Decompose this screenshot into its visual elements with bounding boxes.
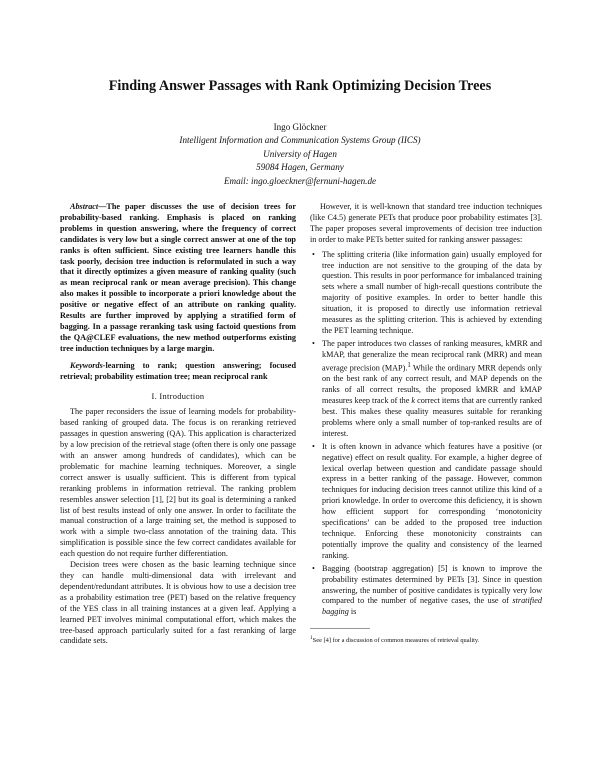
- bullet-1-text: The splitting criteria (like information gain) usually employed for tree induction are not sensitive to the grouping of the data by question. This results in poor performance for imbalanced training sets where a small number of high-recall questions contribute the majority of positive examples. In order to better handle this situation, it is proposed to directly use information retrieval measures as the splitting criterion. This is achieved by extending the PET learning technique.: [322, 249, 542, 335]
- list-item: [310, 339, 542, 440]
- keywords-label: Keywords: [70, 360, 103, 370]
- paper-title: Finding Answer Passages with Rank Optimizing Decision Trees: [108, 78, 492, 94]
- bullet-2-text-b: While the ordinary MRR depends only on the best rank of any correct result, and MAP depends on the ranks of all correct results, the proposed kMRR and kMAP measures keep track of the: [322, 363, 542, 406]
- list-item: [310, 564, 542, 619]
- author-city: 59084 Hagen, Germany: [256, 162, 344, 173]
- right-column: [310, 202, 542, 645]
- footnote-ref: 1: [407, 361, 411, 369]
- left-column: [60, 202, 296, 647]
- keywords-text: -learning to rank; question answering; focused retrieval; probability estimation tree; mean reciprocal rank: [60, 360, 296, 381]
- author-university: University of Hagen: [263, 148, 337, 159]
- bullet-3-text: It is often known in advance which features have a positive (or negative) effect on result quality. For example, a higher degree of lexical overlap between question and candidate passage should express in a better ranking of the passage. However, common techniques for inducing decision trees cannot utilize this kind of a priori knowledge. In order to overcome this deficiency, it is shown how efficient support for corresponding ‘monotonicity specifications’ can be added to the proposed tree induction technique. Enforcing these monotonicity constraints can potentially improve the quality and consistency of the learned ranking.: [322, 441, 542, 560]
- bullet-4-text-b: is: [348, 607, 357, 617]
- bullet-4-text-a: Bagging (bootstrap aggregation) [5] is known to improve the probability estimates determined by PETs [3]. Since in question answering, the number of positive candidates is typically very low compared to the number of negative cases, the use of: [322, 563, 542, 606]
- bullet-icon: •: [312, 249, 315, 259]
- list-item: [310, 442, 542, 562]
- right-intro-paragraph: However, it is well-known that standard tree induction techniques (like C4.5) generate PETs that produce poor probability estimates [3]. The paper proposes several improvements of decision tree induction in order to make PETs better suited for ranking answer passages:: [310, 202, 542, 244]
- intro-paragraph-2: Decision trees were chosen as the basic learning technique since they can handle multi-dimensional data with irrelevant and dependent/redundant attributes. It is obvious how to use a decision tree as a probability estimation tree (PET) based on the relative frequency of the YES class in all training instances at a given leaf. Applying a learned PET involves minimal computational effort, which makes the tree-based approach particularly suited for a fast reranking of large candidate sets.: [60, 560, 296, 646]
- improvement-list: [310, 250, 542, 619]
- author-block: [0, 121, 600, 188]
- footnote-mark: 1: [310, 635, 313, 642]
- abstract-label: Abstract: [70, 202, 99, 211]
- author-name: Ingo Glöckner: [273, 122, 327, 132]
- abstract-text: —The paper discusses the use of decision trees for probability-based ranking. Emphasis is placed on ranking problems in question answering, where the frequency of correct candidates is very low but a single correct answer at one of the top ranks is often sufficient. Since existing tree learners handle this task poorly, decision tree induction is reformulated in such a way that it directly optimizes a given measure of ranking quality (such as mean reciprocal rank or mean average precision). This change also makes it possible to incorporate a priori knowledge about the positive or negative effect of an attribute on ranking quality. Results are further improved by applying a stratified form of bagging. In a passage reranking task using factoid questions from the QA@CLEF evaluations, the new method outperforms existing tree induction techniques by a large margin.: [60, 202, 296, 353]
- footnote-text: See [4] for a discussion of common measures of retrieval quality.: [312, 637, 480, 645]
- bullet-2-text-c: correct items that are currently ranked best. This makes these quality measures suitable for reranking problems where only a small number of top-ranked results are of interest.: [322, 396, 542, 438]
- bullet-2-k: k: [411, 396, 416, 406]
- intro-paragraph-1: The paper reconsiders the issue of learning models for probability-based ranking of grouped data. The focus is on reranking retrieved passages in question answering (QA). This application is characterized by a low precision of the retrieval stage (often there is only one passage with an answer among hundreds of candidates), which can be problematic for machine learning techniques. Moreover, a single correct answer is usually sufficient. This is different from typical reranking problems in information retrieval. The ranking problem resembles answer selection [1], [2] but its goal is determining a ranked list of best results instead of only one answer. In order to facilitate the manual construction of a large training set, the method is supposed to work with a simple two-class annotation of the training data. This simplification is possible since the few correct candidates available for each question do not require further differentiation.: [60, 407, 296, 559]
- footnote: [310, 629, 542, 645]
- list-item: [310, 250, 542, 337]
- bullet-icon: •: [312, 441, 315, 451]
- bullet-4-emphasis: stratified bagging: [322, 596, 542, 617]
- bullet-icon: •: [312, 338, 315, 348]
- author-email: Email: ingo.gloeckner@fernuni-hagen.de: [223, 175, 377, 186]
- bullet-2-text-a: The paper introduces two classes of ranking measures, kMRR and kMAP, that generalize the mean reciprocal rank (MRR) and mean average precision (MAP).: [322, 338, 542, 373]
- author-affiliation: Intelligent Information and Communication Systems Group (IICS): [179, 135, 421, 146]
- keywords: [60, 361, 296, 383]
- bullet-icon: •: [312, 563, 315, 573]
- abstract: [60, 202, 296, 355]
- section-heading-introduction: I. Introduction: [151, 391, 205, 401]
